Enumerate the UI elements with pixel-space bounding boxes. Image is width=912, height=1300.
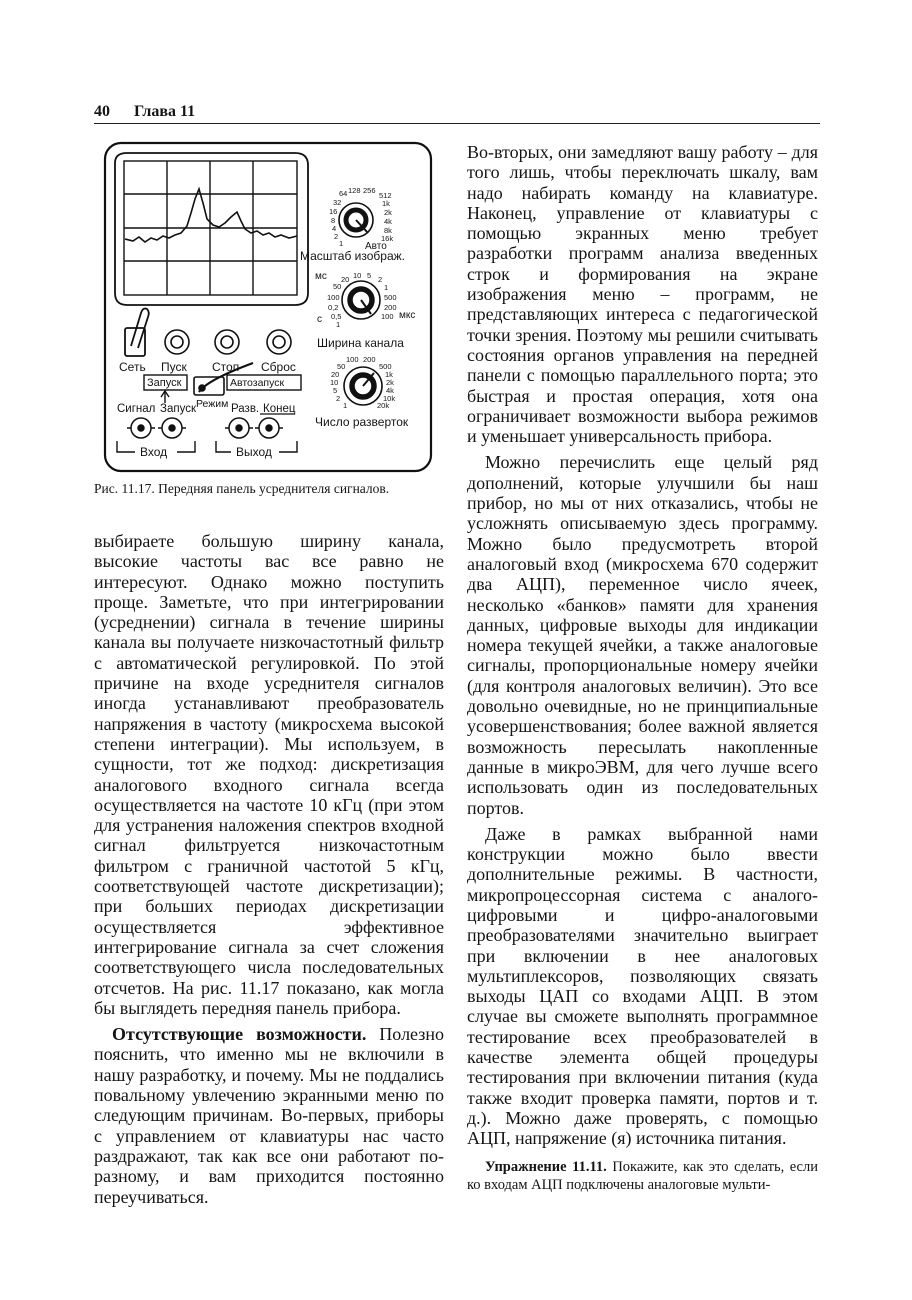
chapter-title: Глава 11 [134, 103, 196, 120]
channel-width-knob[interactable] [342, 281, 380, 319]
paragraph: выбираете большую ширину канала, высокие частоты вас все равно не интересуют. Однако можно поступить проще. Заметьте, что при интегрировании (усреднении) сигнала в течение ширины канала вы получаете низкочастотный фильтр с автоматической регулировкой. По этой причине на входе усреднителя сигналов иногда устанавливают преобразователь напряжения в частоту (микросхема высокой степени интеграции). Мы используем, в сущности, тот же подход: дискретизация аналогового входного сигнала всегда осуществляется на частоте 10 кГц (при этом для устранения наложения спектров входной сигнал фильтруется низкочастотным фильтром с граничной частотой 5 кГц, соответствующей частоте дискретизации); при больших периодах дискретизации осуществляется эффективное интегрирование сигнала за счет сложения соответствующего числа последовательных отсчетов. На рис. 11.17 показано, как могла бы выглядеть передняя панель прибора. [94, 531, 444, 1018]
end-connector-label: Конец [263, 403, 296, 415]
width-tick: 100 [381, 312, 394, 321]
scale-tick: 2k [384, 208, 392, 217]
scale-tick: 1k [382, 199, 390, 208]
sweep-tick: 2k [386, 378, 394, 387]
width-tick: 1 [384, 283, 389, 292]
width-tick: 2 [378, 275, 383, 284]
width-tick: 1 [336, 320, 341, 329]
width-tick: 50 [333, 282, 342, 291]
exercise [467, 1158, 818, 1194]
power-switch[interactable] [125, 309, 149, 357]
scale-tick: 4 [332, 224, 337, 233]
sweep-tick: 2 [336, 394, 341, 403]
sweep-tick: 50 [337, 362, 346, 371]
sweep-tick: 1 [343, 401, 348, 410]
scale-tick: 128 [348, 186, 361, 195]
us-unit-label: мкс [399, 310, 416, 321]
sweep-tick: 200 [363, 355, 376, 364]
scale-tick: 1 [339, 239, 344, 248]
running-header [94, 103, 820, 124]
front-panel-figure [103, 141, 433, 473]
trigger-connector-label: Запуск [160, 403, 196, 415]
sweep-tick: 100 [346, 355, 359, 364]
sweep-tick: 5 [333, 386, 338, 395]
stop-button[interactable] [215, 330, 239, 354]
width-tick: 5 [367, 271, 372, 280]
output-group-label: Выход [236, 445, 272, 459]
scale-tick: 512 [379, 191, 392, 200]
mode-label: Режим [196, 398, 229, 410]
signal-connector-label: Сигнал [117, 403, 156, 415]
sweep-tick: 20k [377, 401, 390, 410]
scale-knob[interactable] [339, 203, 373, 237]
signal-trace [125, 189, 297, 242]
sweep-count-knob[interactable] [344, 367, 382, 405]
scale-knob-label: Масштаб изображ. [300, 249, 405, 263]
screen-bezel [115, 153, 308, 305]
scale-tick: 64 [339, 189, 348, 198]
scale-tick: 16 [329, 207, 338, 216]
trigger-bnc-connector[interactable] [158, 418, 186, 438]
width-tick: 20 [341, 275, 350, 284]
scale-tick: 8 [331, 216, 336, 225]
trigger-box-label: Запуск [147, 377, 182, 389]
auto-label: Авто [365, 241, 387, 252]
stop-label: Стоп [212, 360, 240, 374]
sweep-tick: 1k [385, 370, 393, 379]
ms-unit-label: мс [315, 271, 327, 282]
input-group-label: Вход [140, 445, 168, 459]
exercise-heading: Упражнение 11.11. [485, 1158, 607, 1175]
scale-tick: 32 [333, 198, 342, 207]
start-button[interactable] [165, 330, 189, 354]
paragraph: Даже в рамках выбранной нами конструкции можно было ввести дополнительные режимы. В частности, микропроцессорная система с аналого-цифровыми и цифро-аналоговыми преобразователями значительно выиграет при включении в нее аналоговых мультиплексоров, позволяющих связать выходы ЦАП со входами АЦП. В этом случае вы сможете выполнять программное тестирование всех преобразователей в качестве элемента общей процедуры тестирования при включении питания (куда также входит проверка памяти, портов и т. д.). Можно даже проверять, с помощью АЦП, напряжение (я) источника питания. [467, 823, 818, 1149]
sweep-tick: 4k [386, 386, 394, 395]
width-tick: 10 [353, 271, 362, 280]
sweep-tick: 500 [379, 362, 392, 371]
width-tick: 200 [384, 303, 397, 312]
right-column [467, 142, 818, 1194]
start-label: Пуск [161, 360, 187, 374]
scale-tick: 256 [363, 186, 376, 195]
scale-tick: 8k [384, 226, 392, 235]
paragraph: Во-вторых, они замедляют вашу работу – для того лишь, чтобы переключать шкалу, вам надо набирать команду на клавиатуре. Наконец, управление от клавиатуры с помощью экранных меню требует разработки программ анализа введенных строк и формирования на экране изображения меню – программ, не представляющих интереса с педагогической точки зрения. Поэтому мы решили считывать состояния органов управления на передней панели с помощью параллельного порта; это быстрая и простая операция, хотя она ограничивает возможности выбора режимов и уменьшает универсальность прибора. [467, 142, 818, 447]
width-tick: 0,5 [331, 312, 342, 321]
autotrigger-box-label: Автозапуск [230, 377, 285, 389]
width-tick: 500 [384, 293, 397, 302]
sweep-count-label: Число разверток [315, 415, 409, 429]
paragraph-body: Полезно пояснить, что именно мы не включили в нашу разработку, и почему. Мы не поддались повальному увлечению экранными меню по следующим причинам. Во-первых, приборы с управлением от клавиатуры нас часто раздражают, так как все они работают по-разному, и вам приходится постоянно переучиваться. [94, 1024, 445, 1207]
page-number: 40 [94, 103, 110, 120]
width-ticks [317, 271, 397, 329]
sweep-ticks [330, 355, 395, 410]
left-column [94, 531, 444, 1207]
sweep-bnc-connector[interactable] [225, 418, 253, 438]
sweep-tick: 20 [331, 370, 340, 379]
sweep-connector-label: Разв. [231, 403, 260, 415]
power-label: Сеть [119, 360, 146, 374]
width-tick: 0,2 [328, 303, 339, 312]
width-tick: c [317, 314, 322, 325]
sweep-tick: 10k [383, 394, 396, 403]
channel-width-label: Ширина канала [317, 336, 404, 350]
reset-button[interactable] [267, 330, 291, 354]
scale-tick: 16k [381, 234, 394, 243]
signal-bnc-connector[interactable] [127, 418, 155, 438]
scale-tick: 4k [384, 217, 392, 226]
width-tick: 100 [327, 293, 340, 302]
scale-tick: 2 [334, 232, 339, 241]
sweep-tick: 10 [330, 378, 339, 387]
paragraph [94, 1024, 444, 1207]
figure-caption: Рис. 11.17. Передняя панель усреднителя сигналов. [94, 481, 390, 496]
reset-label: Сброс [261, 360, 296, 374]
paragraph-heading: Отсутствующие возможности. [112, 1024, 367, 1045]
screen-grid [124, 161, 297, 295]
paragraph: Можно перечислить еще целый ряд дополнений, которые улучшили бы наш прибор, но мы от них отказались, чтобы не усложнять описываемую здесь программу. Можно было предусмотреть второй аналоговый вход (микросхема 670 содержит два АЦП), переменное число ячеек, несколько «банков» памяти для хранения данных, цифровые выходы для индикации номера текущей ячейки, а также аналоговые сигналы, пропорциональные номеру ячейки (для контроля аналоговых величин). Это все довольно очевидные, но не принципиальные усовершенствования; более важной является возможность пересылать накопленные данные в микроЭВМ, для чего лучше всего использовать один из последовательных портов. [467, 452, 818, 818]
end-bnc-connector[interactable] [255, 418, 283, 438]
exercise-body: Покажите, как это сделать, если ко входам АЦП подключены аналоговые мульти- [467, 1158, 818, 1193]
